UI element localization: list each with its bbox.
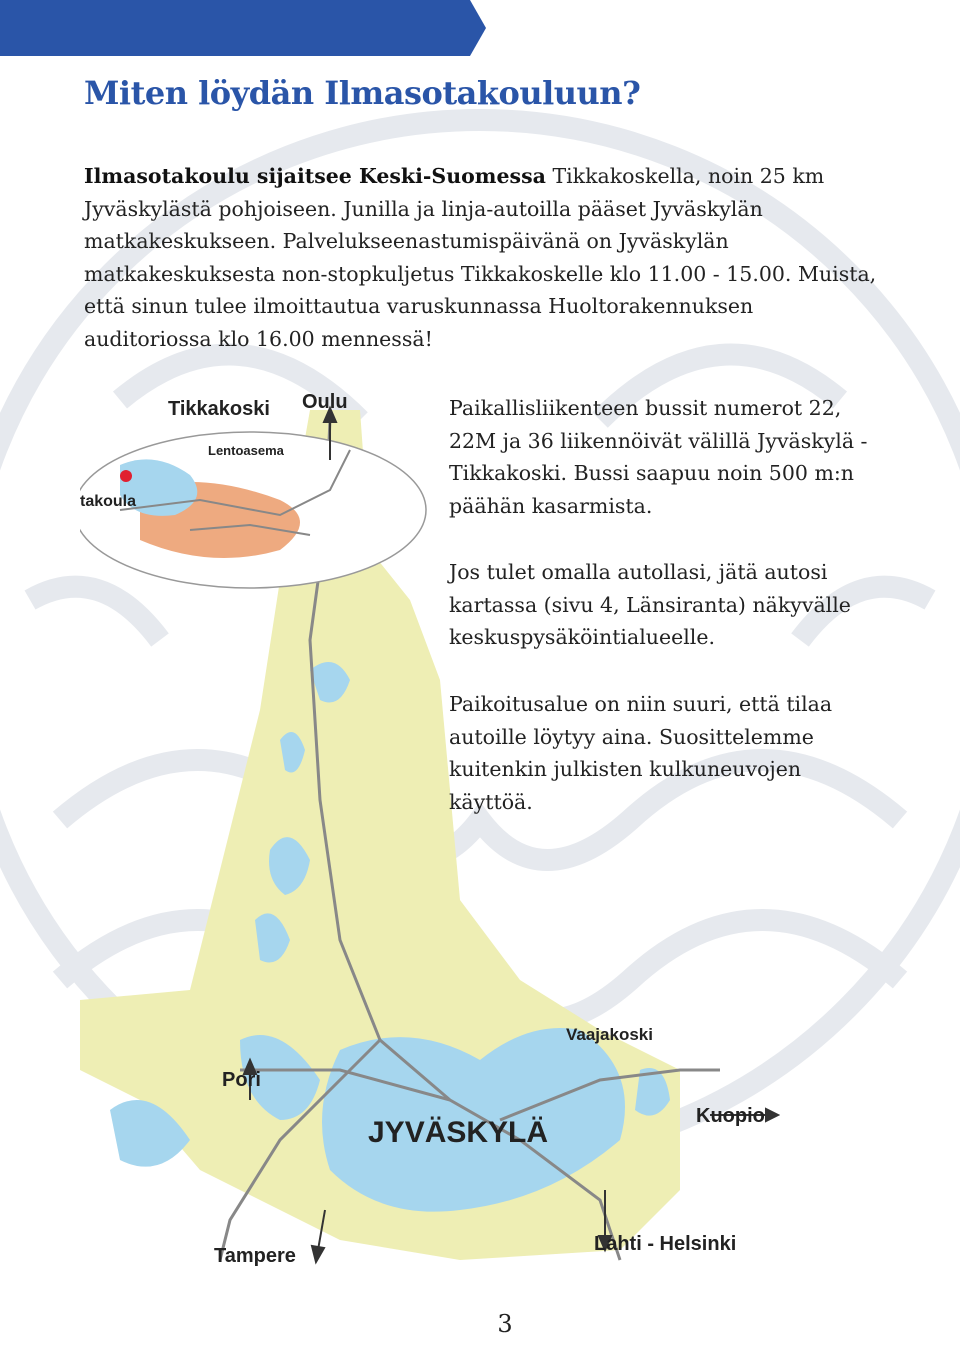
map-label-jyvaskyla: JYVÄSKYLÄ (368, 1116, 549, 1149)
map-label-oulu: Oulu (302, 391, 348, 413)
intro-paragraph (84, 160, 884, 355)
map-label-tikkakoski: Tikkakoski (168, 398, 270, 420)
intro-bold-lead: Ilmasotakoulu sijaitsee Keski-Suomessa (84, 164, 546, 188)
page-title: Miten löydän Ilmasotakouluun? (84, 74, 641, 112)
map-label-pori: Pori (222, 1069, 261, 1091)
intro-text: Tikkakoskella, noin 25 km Jyväskylästä pohjoiseen. Junilla ja linja-autoilla pääset Jyväskylän matkakeskukseen. Palvelukseenastumispäivänä on Jyväskylän matkakeskuksesta non-stopkuljetus Tikkakoskelle klo 11.00 - 15.00. Muista, että sinun tulee ilmoittautua varuskunnassa Huoltorakennuksen auditoriossa klo 16.00 mennessä! (84, 164, 877, 351)
map-location-marker (120, 470, 132, 482)
bus-info-paragraph: Paikallisliikenteen bussit numerot 22, 22M ja 36 liikennöivät välillä Jyväskylä - Tikkakoski. Bussi saapuu noin 500 m:n päähän kasarmista. (449, 396, 868, 518)
car-info-paragraph: Jos tulet omalla autollasi, jätä autosi kartassa (sivu 4, Länsiranta) näkyvälle keskuspysäköintialueelle. (449, 560, 851, 649)
map-label-lahti-helsinki: Lahti - Helsinki (594, 1233, 737, 1255)
page-number: 3 (497, 1310, 513, 1338)
parking-info-paragraph: Paikoitusalue on niin suuri, että tilaa autoille löytyy aina. Suosittelemme kuitenkin julkisten kulkuneuvojen käyttöä. (449, 692, 833, 814)
map-label-tampere: Tampere (214, 1245, 296, 1267)
map-label-lentoasema: Lentoasema (208, 443, 284, 458)
map-label-kuopio: Kuopio (696, 1105, 765, 1127)
map-label-takoula: takoula (80, 493, 137, 510)
top-banner (0, 0, 960, 60)
map-label-vaajakoski: Vaajakoski (566, 1025, 653, 1044)
